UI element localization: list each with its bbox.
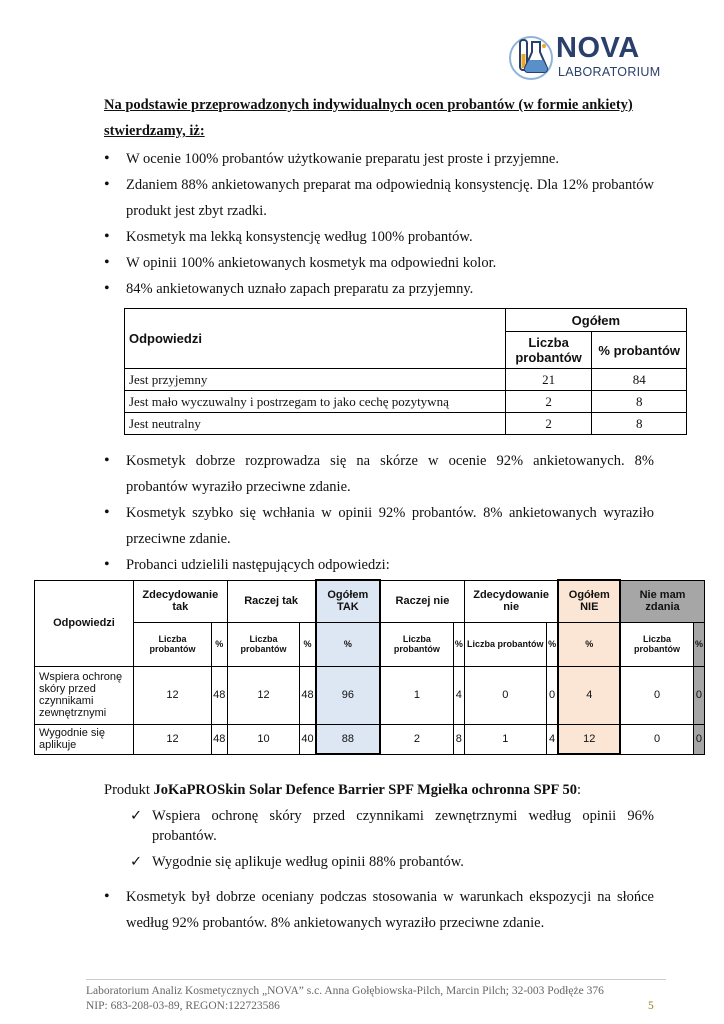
cell: 12 [134, 666, 212, 724]
list-item: • 84% ankietowanych uznało zapach preparatu za przyjemny. [104, 276, 654, 302]
cell: 12 [134, 724, 212, 754]
cell: 4 [453, 666, 464, 724]
cell: 1 [464, 724, 546, 754]
list-item: • Kosmetyk ma lekką konsystencję według 100% probantów. [104, 224, 654, 250]
sub-percent: % [546, 622, 558, 666]
group-header: Zdecydowanie tak [134, 580, 228, 622]
cell: 2 [380, 724, 453, 754]
cell: 48 [211, 724, 227, 754]
sub-percent: % [316, 622, 380, 666]
col-total: Ogółem [505, 309, 686, 332]
sub-percent: % [211, 622, 227, 666]
col-answers: Odpowiedzi [35, 580, 134, 666]
cell: 0 [693, 666, 704, 724]
col-count: Liczba probantów [505, 332, 592, 369]
intro-heading: Na podstawie przeprowadzonych indywidualnych ocen probantów (w formie ankiety) stwierdzamy, iż: [104, 97, 633, 139]
page-number: 5 [648, 1000, 654, 1012]
summary-list-2 [104, 448, 654, 578]
cell: 48 [211, 666, 227, 724]
cell: 88 [316, 724, 380, 754]
sub-count: Liczba probantów [227, 622, 300, 666]
cell: 4 [558, 666, 620, 724]
list-item: • Kosmetyk był dobrze oceniany podczas stosowania w warunkach ekspozycji na słońce według 92% probantów. 8% ankietowanych wyraziło przeciwne zdanie. [104, 884, 654, 936]
product-suffix: : [577, 782, 582, 798]
table-row [125, 369, 687, 391]
row-label: Wygodnie się aplikuje [35, 724, 134, 754]
table-row [35, 666, 705, 724]
list-item: • W opinii 100% ankietowanych kosmetyk ma odpowiedni kolor. [104, 250, 654, 276]
cell: 12 [227, 666, 300, 724]
group-header: Ogółem TAK [316, 580, 380, 622]
product-line [104, 780, 664, 800]
group-header: Raczej nie [380, 580, 464, 622]
group-header: Nie mam zdania [620, 580, 704, 622]
row-label: Jest przyjemny [125, 369, 506, 391]
product-claims [130, 806, 654, 878]
row-count: 2 [505, 413, 592, 435]
product-prefix: Produkt [104, 782, 154, 798]
cell: 96 [316, 666, 380, 724]
sub-count: Liczba probantów [620, 622, 693, 666]
cell: 4 [546, 724, 558, 754]
sub-percent: % [453, 622, 464, 666]
sub-count: Liczba probantów [464, 622, 546, 666]
cell: 1 [380, 666, 453, 724]
product-name: JoKaPROSkin Solar Defence Barrier SPF Mgiełka ochronna SPF 50 [153, 782, 577, 798]
check-icon: ✓ [130, 854, 143, 870]
group-header: Raczej tak [227, 580, 316, 622]
list-item: • Kosmetyk dobrze rozprowadza się na skórze w ocenie 92% ankietowanych. 8% probantów wyraziło przeciwne zdanie. [104, 448, 654, 500]
cell: 40 [300, 724, 316, 754]
row-label: Wspiera ochronę skóry przed czynnikami zewnętrznymi [35, 666, 134, 724]
list-item: • Kosmetyk szybko się wchłania w opinii 92% probantów. 8% ankietowanych wyraziło przeciwne zdanie. [104, 500, 654, 552]
row-percent: 84 [592, 369, 687, 391]
sub-percent: % [300, 622, 316, 666]
sub-count: Liczba probantów [380, 622, 453, 666]
cell: 0 [620, 724, 693, 754]
table-row [125, 391, 687, 413]
claim-text: Wygodnie się aplikuje według opinii 88% probantów. [152, 854, 464, 870]
sub-percent: % [693, 622, 704, 666]
logo-name: NOVA [556, 32, 640, 64]
footer [86, 984, 646, 1014]
group-header: Ogółem NIE [558, 580, 620, 622]
cell: 10 [227, 724, 300, 754]
survey-table [34, 579, 705, 755]
check-icon: ✓ [130, 808, 143, 824]
sub-percent: % [558, 622, 620, 666]
list-item: • Zdaniem 88% ankietowanych preparat ma odpowiednią konsystencję. Dla 12% probantów produkt jest zbyt rzadki. [104, 172, 654, 224]
table-row [35, 724, 705, 754]
flask-icon [508, 32, 554, 82]
fragrance-table [124, 308, 687, 435]
row-count: 2 [505, 391, 592, 413]
list-item: • Probanci udzielili następujących odpowiedzi: [104, 552, 654, 578]
sub-count: Liczba probantów [134, 622, 212, 666]
cell: 0 [546, 666, 558, 724]
cell: 12 [558, 724, 620, 754]
list-item [130, 852, 654, 872]
cell: 8 [453, 724, 464, 754]
group-header: Zdecydowanie nie [464, 580, 558, 622]
col-percent: % probantów [592, 332, 687, 369]
cell: 0 [693, 724, 704, 754]
row-count: 21 [505, 369, 592, 391]
summary-list-3 [104, 884, 654, 936]
footer-line-1: Laboratorium Analiz Kosmetycznych „NOVA” s.c. Anna Gołębiowska-Pilch, Marcin Pilch; 32-003 Podłęże 376 [86, 985, 604, 997]
table-row [125, 413, 687, 435]
footer-divider [86, 979, 666, 980]
list-item: • W ocenie 100% probantów użytkowanie preparatu jest proste i przyjemne. [104, 146, 654, 172]
cell: 0 [464, 666, 546, 724]
logo-subtitle: LABORATORIUM [558, 65, 661, 79]
list-item [130, 806, 654, 846]
row-percent: 8 [592, 413, 687, 435]
footer-line-2: NIP: 683-208-03-89, REGON:122723586 [86, 1000, 280, 1012]
nova-logo [508, 30, 668, 86]
row-percent: 8 [592, 391, 687, 413]
claim-text: Wspiera ochronę skóry przed czynnikami zewnętrznymi według opinii 96% probantów. [152, 808, 654, 844]
row-label: Jest neutralny [125, 413, 506, 435]
col-answers: Odpowiedzi [125, 309, 506, 369]
summary-list-1 [104, 146, 654, 302]
row-label: Jest mało wyczuwalny i postrzegam to jako cechę pozytywną [125, 391, 506, 413]
cell: 48 [300, 666, 316, 724]
cell: 0 [620, 666, 693, 724]
